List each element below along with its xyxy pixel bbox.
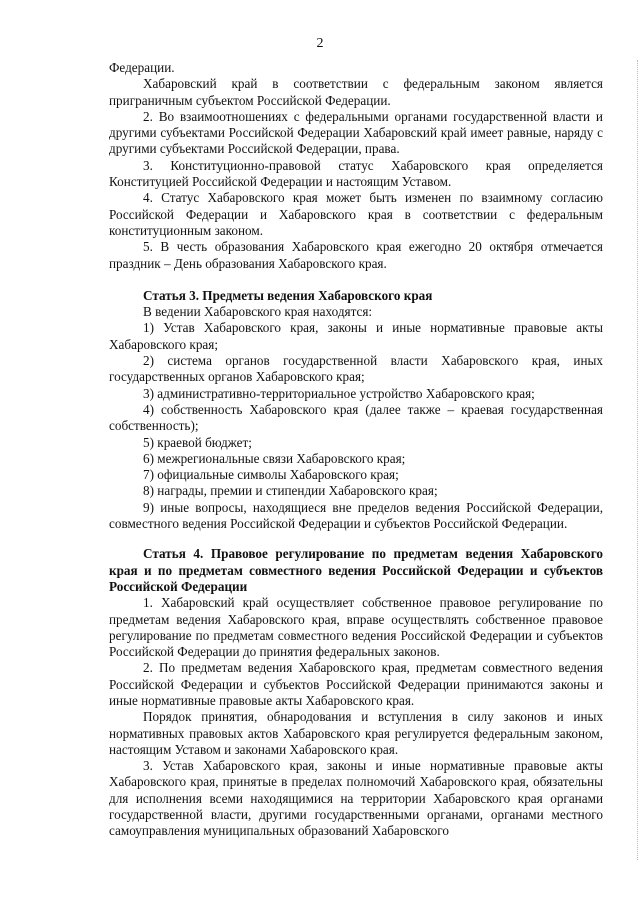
paragraph: 2. По предметам ведения Хабаровского края, предметам совместного ведения Российской Федерации и субъектов Российской Федерации принимаются законы и иные нормативные правовые акты Хабаровского края. xyxy=(109,660,603,708)
paragraph: Порядок принятия, обнародования и вступления в силу законов и иных нормативных правовых актов Хабаровского края регулируется федеральным законом, настоящим Уставом и законами Хабаровского края. xyxy=(109,709,603,757)
list-item: 8) награды, премии и стипендии Хабаровского края; xyxy=(143,483,438,499)
paragraph: Федерации. xyxy=(109,60,175,75)
page-edge-divider xyxy=(636,60,638,860)
paragraph: 3. Конституционно-правовой статус Хабаровского края определяется Конституцией Российской Федерации и настоящим Уставом. xyxy=(109,157,603,190)
list-item: 3) административно-территориальное устройство Хабаровского края; xyxy=(143,385,535,401)
paragraph: 4. Статус Хабаровского края может быть изменен по взаимному согласию Российской Федерации и Хабаровского края в соответствии с федеральным конституционным законом. xyxy=(109,190,603,238)
list-item: 6) межрегиональные связи Хабаровского края; xyxy=(143,450,406,466)
document-body xyxy=(109,60,603,840)
list-item: 4) собственность Хабаровского края (далее также – краевая государственная собственность); xyxy=(109,401,603,434)
article-3-heading: Статья 3. Предметы ведения Хабаровского края xyxy=(143,287,433,303)
list-item: 1) Устав Хабаровского края, законы и иные нормативные правовые акты Хабаровского края; xyxy=(109,320,603,352)
list-item: 5) краевой бюджет; xyxy=(143,434,252,450)
page-number: 2 xyxy=(316,36,324,51)
paragraph: Хабаровский край в соответствии с федеральным законом является приграничным субъектом Российской Федерации. xyxy=(109,76,603,108)
paragraph: 5. В честь образования Хабаровского края ежегодно 20 октября отмечается праздник – День образования Хабаровского края. xyxy=(109,239,603,271)
list-item: 7) официальные символы Хабаровского края; xyxy=(143,467,399,483)
list-item: 9) иные вопросы, находящиеся вне пределов ведения Российской Федерации, совместного ведения Российской Федерации и субъектов Российской Федерации. xyxy=(109,499,603,532)
list-item: 2) система органов государственной власти Хабаровского края, иных государственных органов Хабаровского края; xyxy=(109,353,603,385)
paragraph: 3. Устав Хабаровского края, законы и иные нормативные правовые акты Хабаровского края, принятые в пределах полномочий Хабаровского края, обязательны для исполнения всеми находящимися на территории Хабаровского края органами государственной власти, другими государственными органами, органами местного самоуправления муниципальных образований Хабаровского xyxy=(109,758,603,839)
paragraph: 1. Хабаровский край осуществляет собственное правовое регулирование по предметам ведения Хабаровского края, вправе осуществлять собственное правовое регулирование по предметам совместного ведения Российской Федерации и субъектов Российской Федерации до принятия федеральных законов. xyxy=(109,595,603,660)
paragraph: 2. Во взаимоотношениях с федеральными органами государственной власти и другими субъектами Российской Федерации Хабаровский край имеет равные, наряду с другими субъектами Российской Федерации, права. xyxy=(109,108,603,157)
article-4-heading: Статья 4. Правовое регулирование по предметам ведения Хабаровского края и по предметам совместного ведения Российской Федерации и субъектов Российской Федерации xyxy=(109,546,603,594)
paragraph: В ведении Хабаровского края находятся: xyxy=(143,304,373,320)
